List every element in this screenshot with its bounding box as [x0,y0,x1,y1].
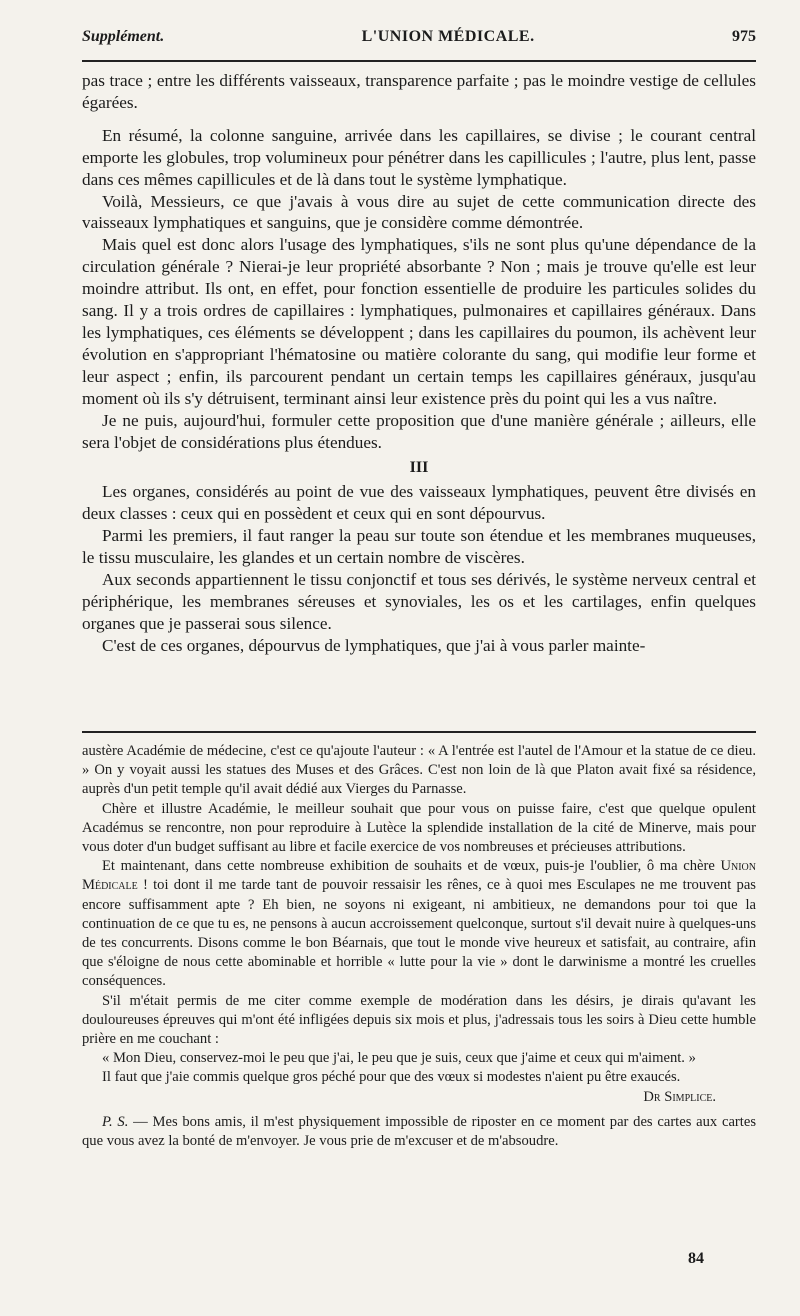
journal-name: Union Médicale [82,858,756,894]
note-text: ! toi dont il me tarde tant de pouvoir ressaisir les rênes, ce à quoi mes Esculapes ne me trouvent pas encore suffisamment apte ? Eh bien, ne soyons ni exigeant, ni ambitieux, ne demandons pour toi que la continuation de ce que tu es, ne pensons à aucun accroissement quelconque, surtout s'il devait nuire à quelques-uns de tes concurrents. Disons comme le bon Béarnais, que tout le monde vive heureux et satisfait, au contraire, afin que s'éloigne de nous cette abominable et horrible « lutte pour la vie » dont le darwinisme a montré les cruelles conséquences. [82,877,756,990]
paragraph: En résumé, la colonne sanguine, arrivée dans les capillaires, se divise ; le courant central emporte les globules, trop volumineux pour pénétrer dans les capillicules ; l'autre, plus lent, passe dans ces mêmes capillicules et de là dans tout le système lymphatique. [82,125,756,189]
postscript-label: P. S. [102,1113,129,1130]
note-paragraph [82,857,756,991]
journal-title: L'UNION MÉDICALE. [361,28,535,45]
note-text: Et maintenant, dans cette nombreuse exhibition de souhaits et de vœux, puis-je l'oublier, ô ma chère [102,858,721,875]
paragraph: C'est de ces organes, dépourvus de lymphatiques, que j'ai à vous parler mainte- [102,635,646,655]
author-signature: Dr Simplice. [643,1088,716,1105]
paragraph: Je ne puis, aujourd'hui, formuler cette proposition que d'une manière générale ; ailleurs, elle sera l'objet de considérations plus étendues. [82,410,756,452]
feuilleton-text [82,742,756,1151]
footnote-rule [82,731,756,733]
paragraph: Aux seconds appartiennent le tissu conjonctif et tous ses dérivés, le système nerveux central et périphérique, les membranes séreuses et synoviales, les os et les cartilages, enfin quelques organes que je passerai sous silence. [82,569,756,633]
note-paragraph: austère Académie de médecine, c'est ce qu'ajoute l'auteur : « A l'entrée est l'autel de l'Amour et la statue de ce dieu. » On y voyait aussi les statues des Muses et des Grâces. C'est non loin de là que Platon avait fixé sa résidence, auprès d'un petit temple qu'il avait dédié aux Vierges du Parnasse. [82,743,756,798]
note-paragraph: Chère et illustre Académie, le meilleur souhait que pour vous on puisse faire, c'est que quelque opulent Académus se rencontre, non pour reproduire à Lutèce la splendide installation de la cité de Minerve, mais pour vous doter d'un budget suffisant au libre et facile exercice de vos nombreuses et précieuses attributions. [82,800,756,856]
section-number: III [409,459,429,477]
note-paragraph: Il faut que j'aie commis quelque gros péché pour que des vœux si modestes n'aient pu être exaucés. [102,1069,681,1086]
prayer-quote: « Mon Dieu, conservez-moi le peu que j'ai, le peu que je suis, ceux que j'aime et ceux qui m'aiment. » [102,1050,696,1067]
running-head [82,28,756,56]
page-number: 975 [731,28,756,45]
postscript [82,1113,756,1151]
header-rule [82,60,756,62]
main-text [82,70,756,657]
paragraph: Mais quel est donc alors l'usage des lymphatiques, s'ils ne sont plus qu'une dépendance de la circulation générale ? Nierai-je leur propriété absorbante ? Non ; mais je trouve qu'elle est leur moindre attribut. Ils ont, en effet, pour fonction essentielle de produire les particules solides du sang. Il y a trois ordres de capillaires : lymphatiques, pulmonaires et capillaires généraux. Dans les lymphatiques, ces éléments se développent ; dans les capillaires du poumon, ils achèvent leur évolution en s'appropriant l'hématosine ou matière colorante du sang, qui modifie leur forme et leur aspect ; enfin, ils parcourent pendant un certain temps les capillaires généraux, jusqu'au moment où ils s'y détruisent, terminant ainsi leur existence près du point qui les a vus naître. [82,235,756,408]
paragraph: Parmi les premiers, il faut ranger la peau sur toute son étendue et les membranes muqueuses, le tissu musculaire, les glandes et un certain nombre de viscères. [82,526,756,568]
signature-mark: 84 [688,1250,704,1267]
paragraph: pas trace ; entre les différents vaisseaux, transparence parfaite ; pas le moindre vestige de cellules égarées. [82,71,756,112]
section-label: Supplément. [82,28,165,45]
postscript-text: — Mes bons amis, il m'est physiquement impossible de riposter en ce moment par des cartes aux cartes que vous avez la bonté de m'envoyer. Je vous prie de m'excuser et de m'absoudre. [82,1113,756,1150]
paragraph: Les organes, considérés au point de vue des vaisseaux lymphatiques, peuvent être divisés en deux classes : ceux qui en possèdent et ceux qui en sont dépourvus. [82,482,756,524]
paragraph: Voilà, Messieurs, ce que j'avais à vous dire au sujet de cette communication directe des vaisseaux lymphatiques et sanguins, que je considère comme démontrée. [82,191,756,233]
note-paragraph: S'il m'était permis de me citer comme exemple de modération dans les désirs, je dirais qu'avant les douloureuses épreuves qui m'ont été infligées depuis six mois et plus, j'adressais tous les soirs à Dieu cette humble prière en me couchant : [82,992,756,1048]
